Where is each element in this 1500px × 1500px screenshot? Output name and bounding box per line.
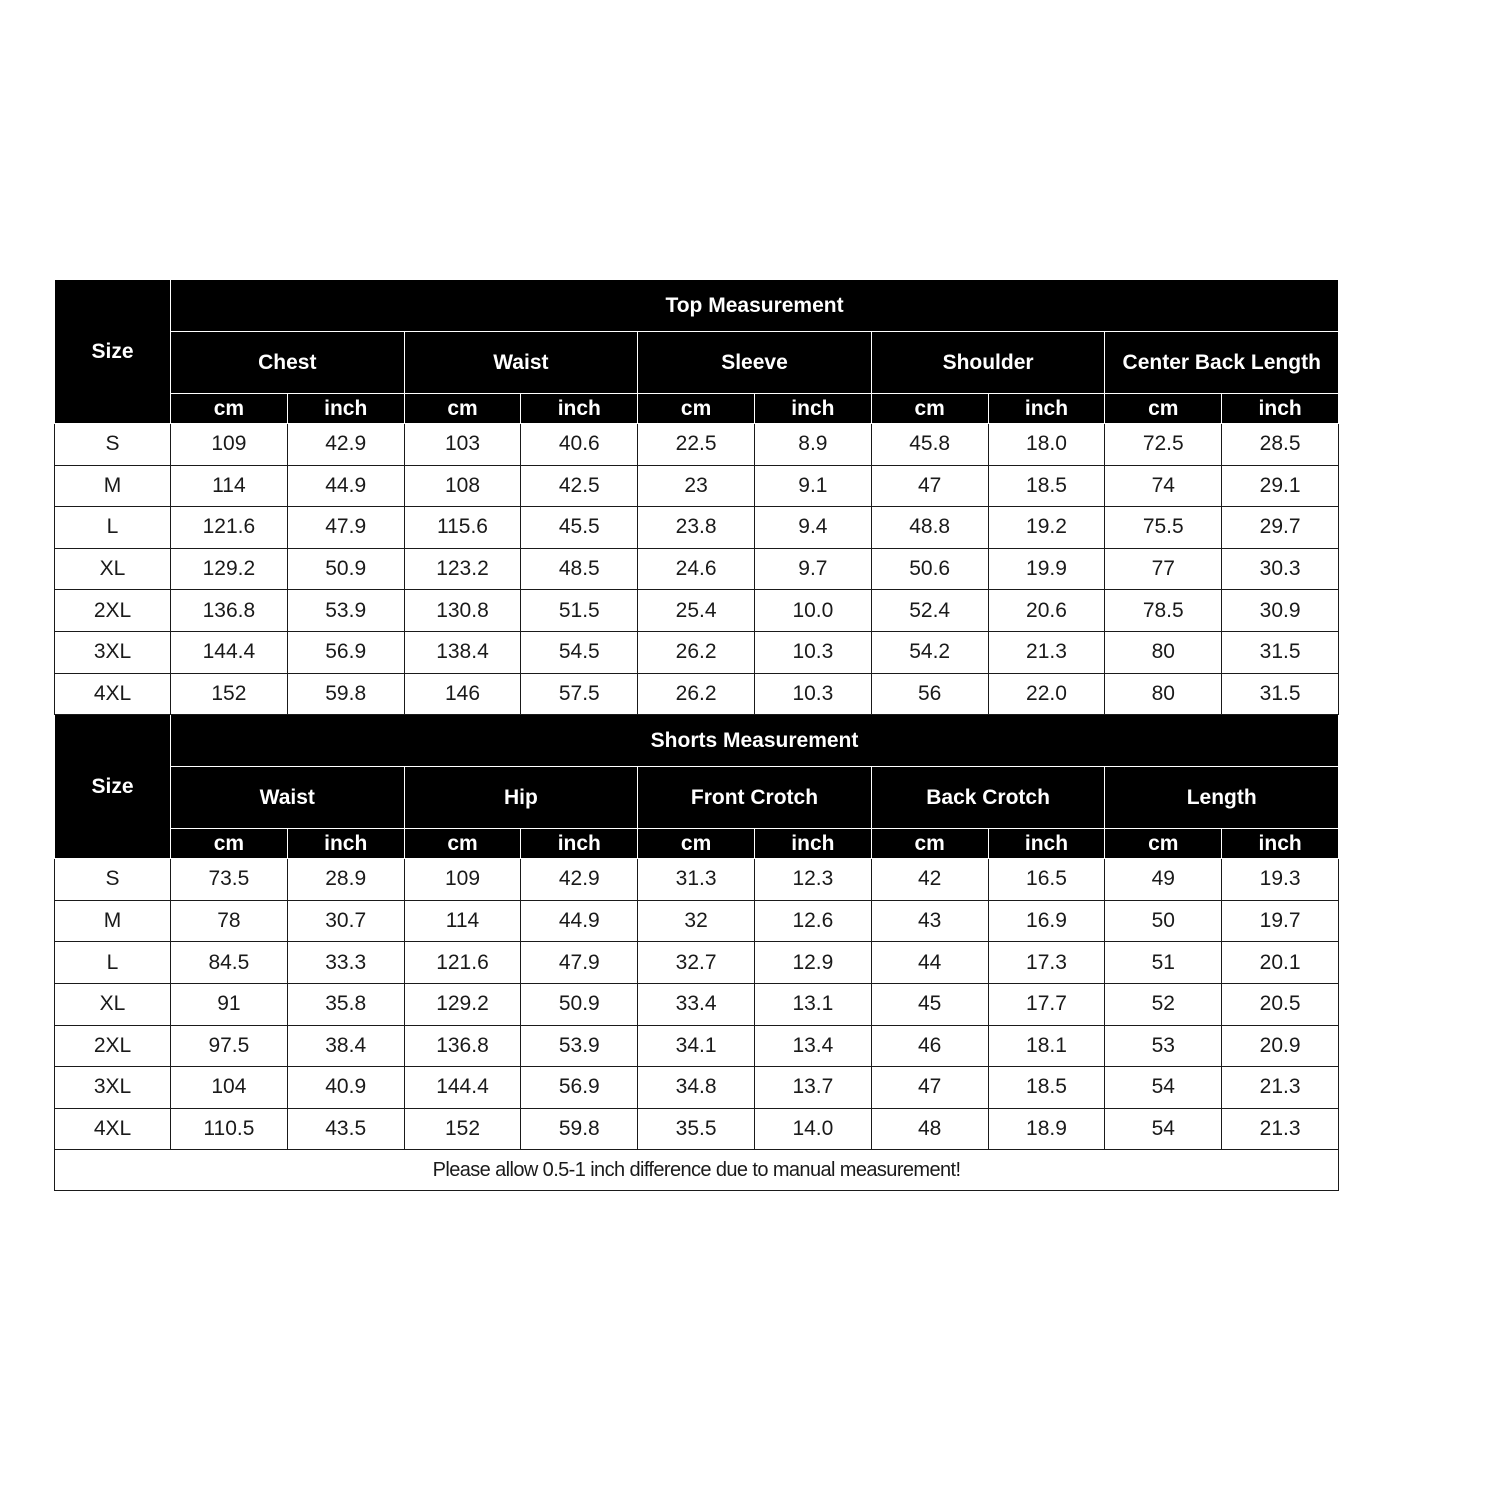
top-unit-header: cm	[638, 394, 755, 424]
measurement-cell: 129.2	[404, 983, 521, 1025]
top-unit-header: cm	[1105, 394, 1222, 424]
measurement-cell: 42.9	[287, 424, 404, 466]
measurement-cell: 54	[1105, 1108, 1222, 1150]
shorts-group-row	[55, 767, 1339, 829]
measurement-cell: 16.5	[988, 859, 1105, 901]
measurement-cell: 13.7	[754, 1067, 871, 1109]
top-group-header: Chest	[171, 332, 405, 394]
measurement-cell: 12.9	[754, 942, 871, 984]
measurement-cell: 26.2	[638, 631, 755, 673]
note-row	[55, 1150, 1339, 1191]
measurement-cell: 13.1	[754, 983, 871, 1025]
measurement-cell: 20.6	[988, 590, 1105, 632]
measurement-cell: 31.5	[1222, 673, 1339, 715]
measurement-cell: 52	[1105, 983, 1222, 1025]
measurement-cell: 10.3	[754, 673, 871, 715]
shorts-group-header: Length	[1105, 767, 1339, 829]
size-cell: L	[55, 942, 171, 984]
shorts-unit-header: cm	[638, 829, 755, 859]
measurement-cell: 29.7	[1222, 507, 1339, 549]
shorts-unit-header: cm	[404, 829, 521, 859]
measurement-cell: 53.9	[521, 1025, 638, 1067]
measurement-cell: 25.4	[638, 590, 755, 632]
measurement-cell: 47.9	[521, 942, 638, 984]
measurement-cell: 121.6	[171, 507, 288, 549]
measurement-cell: 21.3	[1222, 1108, 1339, 1150]
shorts-unit-header: inch	[988, 829, 1105, 859]
measurement-cell: 12.3	[754, 859, 871, 901]
measurement-cell: 78	[171, 900, 288, 942]
measurement-cell: 35.5	[638, 1108, 755, 1150]
size-cell: 2XL	[55, 1025, 171, 1067]
top-table-row	[55, 465, 1339, 507]
measurement-cell: 31.3	[638, 859, 755, 901]
measurement-cell: 10.0	[754, 590, 871, 632]
measurement-cell: 57.5	[521, 673, 638, 715]
shorts-unit-header: cm	[171, 829, 288, 859]
top-table-row	[55, 507, 1339, 549]
shorts-group-header: Hip	[404, 767, 638, 829]
measurement-cell: 16.9	[988, 900, 1105, 942]
measurement-cell: 22.0	[988, 673, 1105, 715]
measurement-cell: 34.8	[638, 1067, 755, 1109]
measurement-cell: 12.6	[754, 900, 871, 942]
measurement-cell: 136.8	[404, 1025, 521, 1067]
size-cell: M	[55, 900, 171, 942]
measurement-cell: 103	[404, 424, 521, 466]
size-chart-table	[54, 279, 1339, 1191]
top-group-header: Shoulder	[871, 332, 1105, 394]
top-group-header: Center Back Length	[1105, 332, 1339, 394]
measurement-cell: 18.1	[988, 1025, 1105, 1067]
measurement-cell: 48.5	[521, 548, 638, 590]
measurement-cell: 18.0	[988, 424, 1105, 466]
measurement-cell: 42.5	[521, 465, 638, 507]
measurement-cell: 136.8	[171, 590, 288, 632]
measurement-cell: 48.8	[871, 507, 988, 549]
measurement-cell: 50.9	[287, 548, 404, 590]
top-table-row	[55, 424, 1339, 466]
measurement-cell: 33.4	[638, 983, 755, 1025]
measurement-cell: 22.5	[638, 424, 755, 466]
measurement-cell: 91	[171, 983, 288, 1025]
measurement-cell: 23	[638, 465, 755, 507]
measurement-cell: 45.5	[521, 507, 638, 549]
top-group-row	[55, 332, 1339, 394]
measurement-cell: 23.8	[638, 507, 755, 549]
measurement-cell: 114	[171, 465, 288, 507]
shorts-table-row	[55, 859, 1339, 901]
measurement-cell: 31.5	[1222, 631, 1339, 673]
measurement-cell: 152	[171, 673, 288, 715]
measurement-cell: 130.8	[404, 590, 521, 632]
measurement-cell: 53	[1105, 1025, 1222, 1067]
measurement-cell: 43.5	[287, 1108, 404, 1150]
shorts-table-row	[55, 983, 1339, 1025]
measurement-cell: 29.1	[1222, 465, 1339, 507]
measurement-cell: 10.3	[754, 631, 871, 673]
shorts-group-header: Front Crotch	[638, 767, 872, 829]
measurement-cell: 51.5	[521, 590, 638, 632]
size-cell: 2XL	[55, 590, 171, 632]
measurement-cell: 28.5	[1222, 424, 1339, 466]
measurement-cell: 47	[871, 465, 988, 507]
measurement-cell: 74	[1105, 465, 1222, 507]
measurement-cell: 26.2	[638, 673, 755, 715]
measurement-cell: 50	[1105, 900, 1222, 942]
size-cell: 4XL	[55, 1108, 171, 1150]
measurement-cell: 84.5	[171, 942, 288, 984]
measurement-cell: 19.3	[1222, 859, 1339, 901]
top-unit-header: cm	[871, 394, 988, 424]
shorts-section-title: Shorts Measurement	[171, 715, 1339, 767]
measurement-cell: 32.7	[638, 942, 755, 984]
measurement-cell: 104	[171, 1067, 288, 1109]
measurement-cell: 21.3	[1222, 1067, 1339, 1109]
shorts-table-row	[55, 942, 1339, 984]
measurement-cell: 77	[1105, 548, 1222, 590]
measurement-cell: 48	[871, 1108, 988, 1150]
measurement-cell: 109	[404, 859, 521, 901]
measurement-cell: 30.7	[287, 900, 404, 942]
measurement-cell: 50.6	[871, 548, 988, 590]
measurement-cell: 115.6	[404, 507, 521, 549]
measurement-cell: 24.6	[638, 548, 755, 590]
measurement-cell: 144.4	[171, 631, 288, 673]
measurement-cell: 42.9	[521, 859, 638, 901]
measurement-cell: 20.1	[1222, 942, 1339, 984]
measurement-cell: 110.5	[171, 1108, 288, 1150]
measurement-cell: 40.9	[287, 1067, 404, 1109]
shorts-table-row	[55, 1108, 1339, 1150]
shorts-unit-header: inch	[1222, 829, 1339, 859]
measurement-cell: 47.9	[287, 507, 404, 549]
measurement-cell: 56	[871, 673, 988, 715]
size-cell: M	[55, 465, 171, 507]
measurement-cell: 97.5	[171, 1025, 288, 1067]
size-cell: S	[55, 424, 171, 466]
measurement-cell: 30.3	[1222, 548, 1339, 590]
measurement-cell: 34.1	[638, 1025, 755, 1067]
top-group-header: Waist	[404, 332, 638, 394]
measurement-cell: 18.9	[988, 1108, 1105, 1150]
measurement-cell: 35.8	[287, 983, 404, 1025]
measurement-cell: 56.9	[521, 1067, 638, 1109]
shorts-group-header: Back Crotch	[871, 767, 1105, 829]
measurement-cell: 40.6	[521, 424, 638, 466]
measurement-cell: 21.3	[988, 631, 1105, 673]
measurement-cell: 56.9	[287, 631, 404, 673]
measurement-cell: 32	[638, 900, 755, 942]
top-table-row	[55, 548, 1339, 590]
measurement-cell: 129.2	[171, 548, 288, 590]
measurement-cell: 123.2	[404, 548, 521, 590]
shorts-title-row	[55, 715, 1339, 767]
measurement-cell: 19.2	[988, 507, 1105, 549]
measurement-cell: 109	[171, 424, 288, 466]
measurement-cell: 121.6	[404, 942, 521, 984]
top-table-row	[55, 590, 1339, 632]
measurement-cell: 44.9	[287, 465, 404, 507]
measurement-cell: 45	[871, 983, 988, 1025]
top-unit-row	[55, 394, 1339, 424]
measurement-cell: 17.7	[988, 983, 1105, 1025]
shorts-unit-row	[55, 829, 1339, 859]
shorts-unit-header: inch	[521, 829, 638, 859]
shorts-size-header: Size	[55, 715, 171, 859]
top-unit-header: inch	[287, 394, 404, 424]
size-cell: 3XL	[55, 631, 171, 673]
top-table-row	[55, 631, 1339, 673]
top-unit-header: cm	[404, 394, 521, 424]
measurement-cell: 9.4	[754, 507, 871, 549]
measurement-cell: 80	[1105, 673, 1222, 715]
measurement-cell: 19.7	[1222, 900, 1339, 942]
measurement-cell: 20.9	[1222, 1025, 1339, 1067]
measurement-cell: 46	[871, 1025, 988, 1067]
size-cell: 4XL	[55, 673, 171, 715]
measurement-cell: 18.5	[988, 1067, 1105, 1109]
size-cell: 3XL	[55, 1067, 171, 1109]
measurement-cell: 152	[404, 1108, 521, 1150]
size-cell: L	[55, 507, 171, 549]
shorts-unit-header: inch	[287, 829, 404, 859]
shorts-table-row	[55, 1025, 1339, 1067]
measurement-cell: 20.5	[1222, 983, 1339, 1025]
measurement-cell: 17.3	[988, 942, 1105, 984]
measurement-cell: 28.9	[287, 859, 404, 901]
measurement-cell: 78.5	[1105, 590, 1222, 632]
measurement-cell: 53.9	[287, 590, 404, 632]
measurement-cell: 44	[871, 942, 988, 984]
measurement-cell: 38.4	[287, 1025, 404, 1067]
measurement-cell: 9.1	[754, 465, 871, 507]
top-unit-header: inch	[754, 394, 871, 424]
top-section-title: Top Measurement	[171, 280, 1339, 332]
measurement-cell: 54.5	[521, 631, 638, 673]
size-cell: XL	[55, 983, 171, 1025]
measurement-cell: 18.5	[988, 465, 1105, 507]
shorts-unit-header: cm	[871, 829, 988, 859]
measurement-cell: 59.8	[287, 673, 404, 715]
size-cell: XL	[55, 548, 171, 590]
measurement-cell: 80	[1105, 631, 1222, 673]
measurement-cell: 44.9	[521, 900, 638, 942]
shorts-table-row	[55, 1067, 1339, 1109]
measurement-cell: 47	[871, 1067, 988, 1109]
shorts-table-row	[55, 900, 1339, 942]
top-unit-header: inch	[988, 394, 1105, 424]
top-group-header: Sleeve	[638, 332, 872, 394]
measurement-cell: 14.0	[754, 1108, 871, 1150]
measurement-cell: 51	[1105, 942, 1222, 984]
measurement-cell: 9.7	[754, 548, 871, 590]
shorts-unit-header: inch	[754, 829, 871, 859]
measurement-cell: 45.8	[871, 424, 988, 466]
measurement-cell: 54	[1105, 1067, 1222, 1109]
measurement-cell: 52.4	[871, 590, 988, 632]
measurement-cell: 144.4	[404, 1067, 521, 1109]
measurement-cell: 33.3	[287, 942, 404, 984]
measurement-cell: 49	[1105, 859, 1222, 901]
measurement-cell: 30.9	[1222, 590, 1339, 632]
size-chart	[54, 279, 1338, 1191]
shorts-group-header: Waist	[171, 767, 405, 829]
measurement-cell: 50.9	[521, 983, 638, 1025]
measurement-cell: 8.9	[754, 424, 871, 466]
measurement-cell: 114	[404, 900, 521, 942]
top-unit-header: inch	[521, 394, 638, 424]
top-unit-header: cm	[171, 394, 288, 424]
measurement-cell: 13.4	[754, 1025, 871, 1067]
measurement-cell: 19.9	[988, 548, 1105, 590]
shorts-unit-header: cm	[1105, 829, 1222, 859]
measurement-cell: 59.8	[521, 1108, 638, 1150]
measurement-cell: 42	[871, 859, 988, 901]
measurement-cell: 138.4	[404, 631, 521, 673]
size-cell: S	[55, 859, 171, 901]
top-unit-header: inch	[1222, 394, 1339, 424]
measurement-cell: 43	[871, 900, 988, 942]
top-title-row	[55, 280, 1339, 332]
top-size-header: Size	[55, 280, 171, 424]
top-table-row	[55, 673, 1339, 715]
measurement-cell: 72.5	[1105, 424, 1222, 466]
measurement-cell: 146	[404, 673, 521, 715]
measurement-cell: 75.5	[1105, 507, 1222, 549]
measurement-cell: 73.5	[171, 859, 288, 901]
measurement-cell: 54.2	[871, 631, 988, 673]
measurement-cell: 108	[404, 465, 521, 507]
measurement-note: Please allow 0.5-1 inch difference due to manual measurement!	[55, 1150, 1339, 1191]
